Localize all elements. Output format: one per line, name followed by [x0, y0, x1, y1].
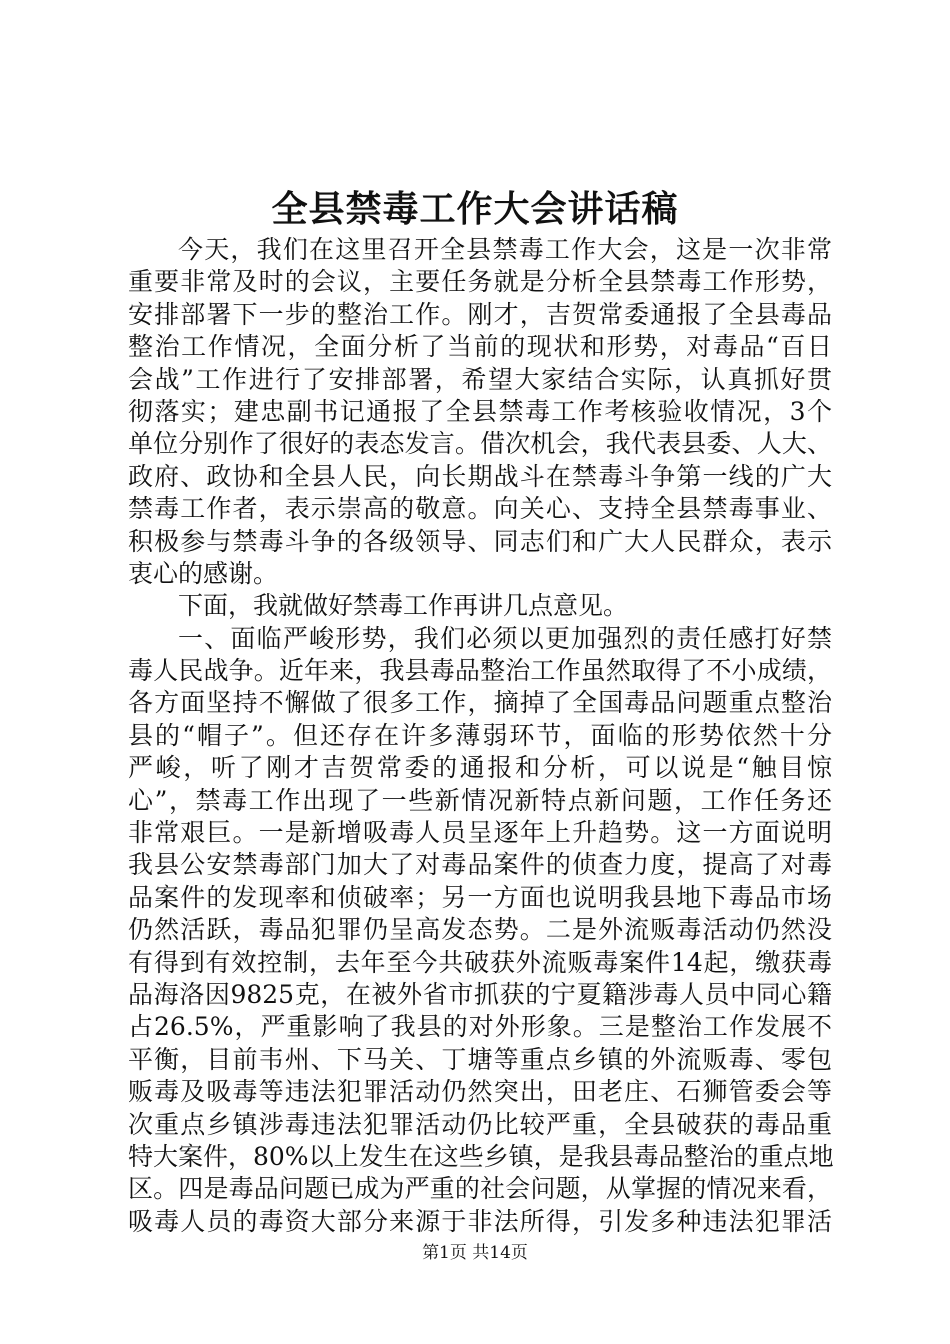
text-line: 占26.5%，严重影响了我县的对外形象。三是整治工作发展不	[128, 1012, 832, 1042]
text-line: 次重点乡镇涉毒违法犯罪活动仍比较严重，全县破获的毒品重	[128, 1109, 832, 1139]
document-title: 全县禁毒工作大会讲话稿	[271, 188, 679, 230]
text-line: 会战”工作进行了安排部署，希望大家结合实际，认真抓好贯	[128, 364, 832, 394]
text-line: 各方面坚持不懈做了很多工作，摘掉了全国毒品问题重点整治	[128, 688, 832, 718]
text-line: 下面，我就做好禁毒工作再讲几点意见。	[178, 591, 629, 621]
text-line: 积极参与禁毒斗争的各级领导、同志们和广大人民群众，表示	[128, 526, 832, 556]
text-line: 吸毒人员的毒资大部分来源于非法所得，引发多种违法犯罪活	[128, 1206, 832, 1236]
text-line: 品海洛因9825克，在被外省市抓获的宁夏籍涉毒人员中同心籍	[128, 979, 832, 1009]
text-line: 严峻，听了刚才吉贺常委的通报和分析，可以说是“触目惊	[128, 753, 832, 783]
text-line: 彻落实；建忠副书记通报了全县禁毒工作考核验收情况，3个	[128, 396, 832, 426]
document-body	[128, 234, 832, 1238]
text-line: 安排部署下一步的整治工作。刚才，吉贺常委通报了全县毒品	[128, 299, 832, 329]
text-line: 今天，我们在这里召开全县禁毒工作大会，这是一次非常	[178, 235, 832, 264]
text-line: 毒人民战争。近年来，我县毒品整治工作虽然取得了不小成绩，	[128, 656, 832, 686]
text-line: 政府、政协和全县人民，向长期战斗在禁毒斗争第一线的广大	[128, 461, 832, 491]
text-line: 一、面临严峻形势，我们必须以更加强烈的责任感打好禁	[178, 623, 832, 653]
text-line: 有得到有效控制，去年至今共破获外流贩毒案件14起，缴获毒	[128, 947, 832, 977]
text-line: 整治工作情况，全面分析了当前的现状和形势，对毒品“百日	[128, 332, 832, 362]
text-line: 心”，禁毒工作出现了一些新情况新特点新问题，工作任务还	[128, 785, 832, 815]
text-line: 仍然活跃，毒品犯罪仍呈高发态势。二是外流贩毒活动仍然没	[128, 915, 832, 945]
text-line: 非常艰巨。一是新增吸毒人员呈逐年上升趋势。这一方面说明	[128, 818, 832, 848]
page-number-footer: 第1页 共14页	[422, 1243, 528, 1263]
text-line: 我县公安禁毒部门加大了对毒品案件的侦查力度，提高了对毒	[128, 850, 832, 880]
text-line: 重要非常及时的会议，主要任务就是分析全县禁毒工作形势，	[128, 267, 832, 297]
text-line: 品案件的发现率和侦破率；另一方面也说明我县地下毒品市场	[128, 882, 832, 912]
text-line: 衷心的感谢。	[128, 558, 279, 588]
text-line: 单位分别作了很好的表态发言。借次机会，我代表县委、人大、	[128, 429, 832, 459]
text-line: 平衡，目前韦州、下马关、丁塘等重点乡镇的外流贩毒、零包	[128, 1044, 832, 1074]
text-line: 贩毒及吸毒等违法犯罪活动仍然突出，田老庄、石狮管委会等	[128, 1077, 832, 1107]
text-line: 禁毒工作者，表示崇高的敬意。向关心、支持全县禁毒事业、	[128, 494, 832, 524]
text-line: 区。四是毒品问题已成为严重的社会问题，从掌握的情况来看，	[128, 1174, 832, 1204]
text-line: 县的“帽子”。但还存在许多薄弱环节，面临的形势依然十分	[128, 720, 832, 750]
text-line: 特大案件，80%以上发生在这些乡镇，是我县毒品整治的重点地	[128, 1141, 834, 1171]
